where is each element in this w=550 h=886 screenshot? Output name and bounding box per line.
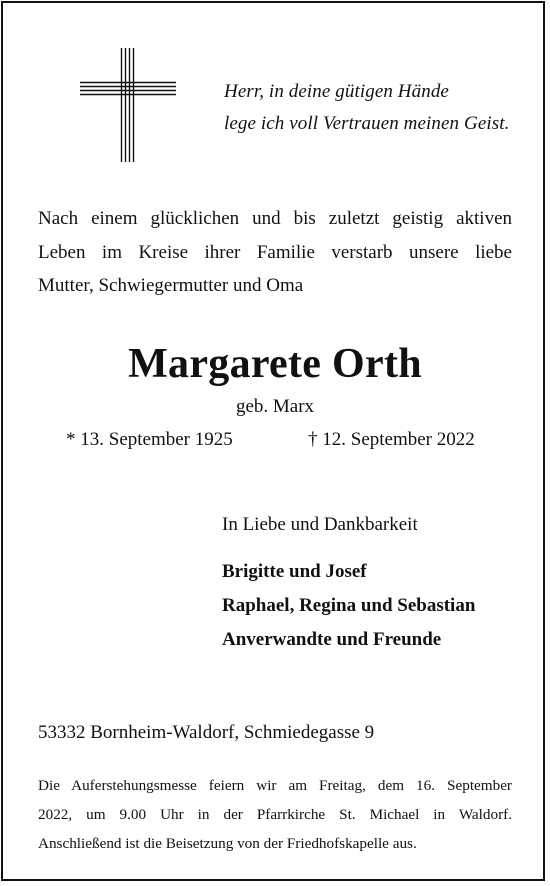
deceased-name: Margarete Orth (128, 341, 422, 387)
death-date: † 12. September 2022 (308, 429, 475, 450)
mourners-intro: In Liebe und Dankbarkeit (222, 514, 418, 535)
verse-line: lege ich voll Vertrauen meinen Geist. (224, 113, 510, 134)
mourner-name: Anverwandte und Freunde (222, 629, 442, 650)
notice-line: Anschließend ist die Beisetzung von der Friedhofskapelle aus. (38, 835, 417, 852)
verse-line: Herr, in deine gütigen Hände (224, 81, 449, 102)
address: 53332 Bornheim-Waldorf, Schmiedegasse 9 (38, 722, 375, 743)
intro-line: Mutter, Schwiegermutter und Oma (38, 275, 304, 296)
bible-verse (224, 76, 509, 140)
intro-line: Nach einem glücklichen und bis zuletzt geistig aktiven (38, 208, 512, 229)
notice-line: Die Auferstehungsmesse feiern wir am Freitag, dem 16. September (38, 777, 512, 794)
intro-line: Leben im Kreise ihrer Familie verstarb unsere liebe (38, 241, 512, 263)
intro-text (38, 202, 512, 303)
mourner-name: Raphael, Regina und Sebastian (222, 595, 476, 616)
mourner-name: Brigitte und Josef (222, 561, 367, 582)
mourners-list (222, 555, 475, 657)
funeral-notice (38, 771, 512, 858)
birth-date: * 13. September 1925 (66, 429, 233, 450)
maiden-name: geb. Marx (235, 396, 315, 417)
notice-line: 2022, um 9.00 Uhr in der Pfarrkirche St. Michael in Waldorf. (38, 806, 512, 823)
cross-icon (80, 48, 176, 162)
